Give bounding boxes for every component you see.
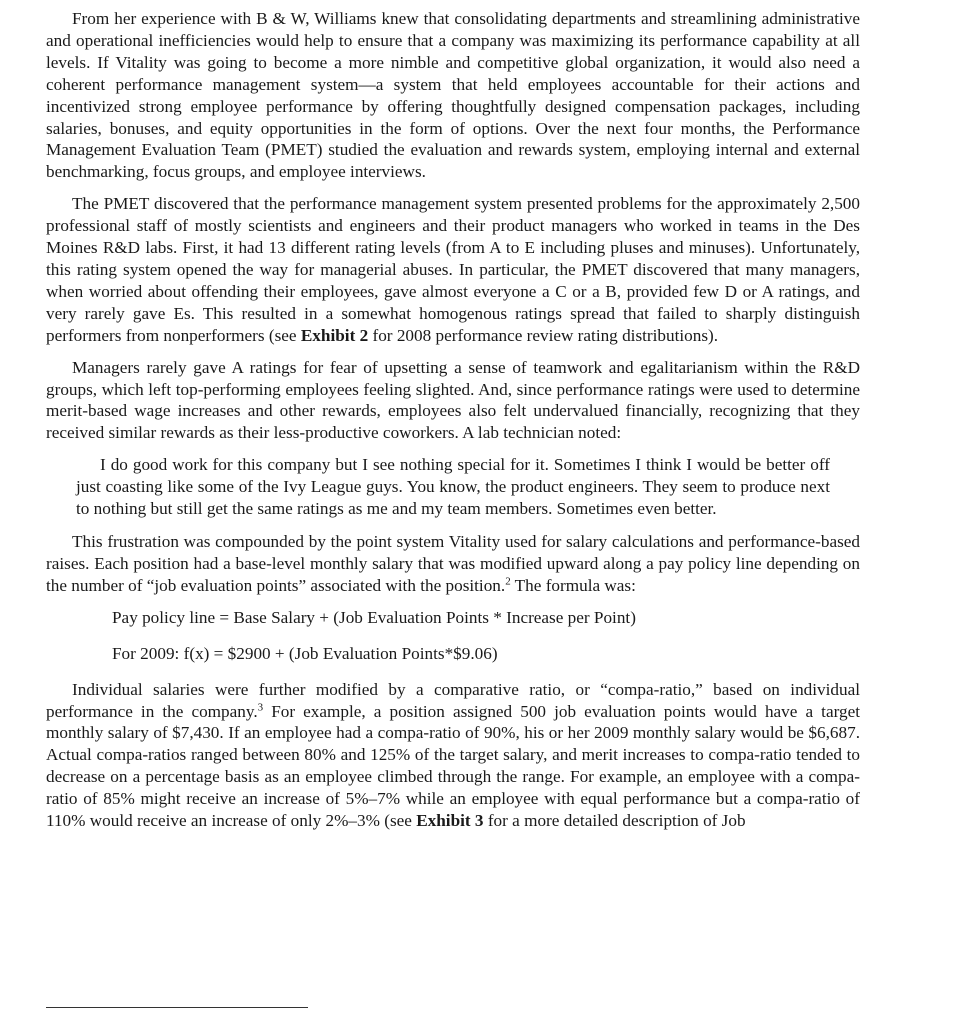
exhibit-reference: Exhibit 2 [300,325,369,345]
paragraph-text: Individual salaries were further modified by a comparative ratio, or “compa-ratio,” based on individual performance in the company. [46,679,860,721]
footnote-marker: 2 [505,575,511,588]
paragraph-text: The formula was: [510,575,636,595]
formula-2009: For 2009: f(x) = $2900 + (Job Evaluation Points*$9.06) [112,643,498,663]
paragraph-text: For example, a position assigned 500 job evaluation points would have a target monthly salary of $7,430. If an employee had a compa-ratio of 90%, his or her 2009 monthly salary would be $6,687. Actual compa-ratios ranged between 80% and 125% of the target salary, and merit increases to compa-ratio tended to decrease on a percentage basis as an employee climbed through the range. For example, an employee with a compa-ratio of 85% might receive an increase of 5%–7% while an employee with equal performance but a compa-ratio of 110% would receive an increase of only 2%–3% (see [46,701,861,831]
paragraph-point-system [46,531,860,597]
paragraph-consolidation: From her experience with B & W, Williams knew that consolidating departments and streamlining administrative and operational inefficiencies would help to ensure that a company was maximizing its performance capability at all levels. If Vitality was going to become a more nimble and competitive global organization, it would also need a coherent performance management system—a system that held employees accountable for their actions and incentivized strong employee performance by offering thoughtfully designed compensation packages, including salaries, bonuses, and equity opportunities in the form of options. Over the next four months, the Performance Management Evaluation Team (PMET) studied the evaluation and rewards system, employing internal and external benchmarking, focus groups, and employee interviews. [46,9,860,182]
document-page [46,8,860,842]
paragraph-text: This frustration was compounded by the point system Vitality used for salary calculations and performance-based raises. Each position had a base-level monthly salary that was modified upward along a pay policy line depending on the number of “job evaluation points” associated with the position. [46,531,860,595]
paragraph-pmet-findings [46,193,860,346]
paragraph-text: The PMET discovered that the performance management system presented problems for the approximately 2,500 professional staff of mostly scientists and engineers and their product managers who worked in teams in the Des Moines R&D labs. First, it had 13 different rating levels (from A to E including pluses and minuses). Unfortunately, this rating system opened the way for managerial abuses. In particular, the PMET discovered that many managers, when worried about offending their employees, gave almost everyone a C or a B, provided few D or A ratings, and very rarely gave Es. This resulted in a somewhat homogenous ratings spread that failed to sharply distinguish performers from nonperformers (see [46,194,860,345]
exhibit-reference: Exhibit 3 [416,811,484,831]
paragraph-text: for 2008 performance review rating distributions). [368,325,719,345]
formula-pay-policy-line: Pay policy line = Base Salary + (Job Evaluation Points * Increase per Point) [112,607,636,627]
block-quote-lab-technician: I do good work for this company but I see nothing special for it. Sometimes I think I would be better off just coasting like some of the Ivy League guys. You know, the product engineers. They seem to produce next to nothing but still get the same ratings as me and my team members. Sometimes even better. [76,455,830,519]
paragraph-text: for a more detailed description of Job [483,811,746,831]
formula-block [112,607,860,665]
footnote-marker: 3 [257,700,264,713]
footnote-divider [46,1007,308,1008]
paragraph-compa-ratio [46,679,860,832]
paragraph-managers-ratings: Managers rarely gave A ratings for fear of upsetting a sense of teamwork and egalitarianism within the R&D groups, which left top-performing employees feeling slighted. And, since performance ratings were used to determine merit-based wage increases and other rewards, employees also felt undervalued financially, recognizing that they received similar rewards as their less-productive coworkers. A lab technician noted: [46,357,860,443]
